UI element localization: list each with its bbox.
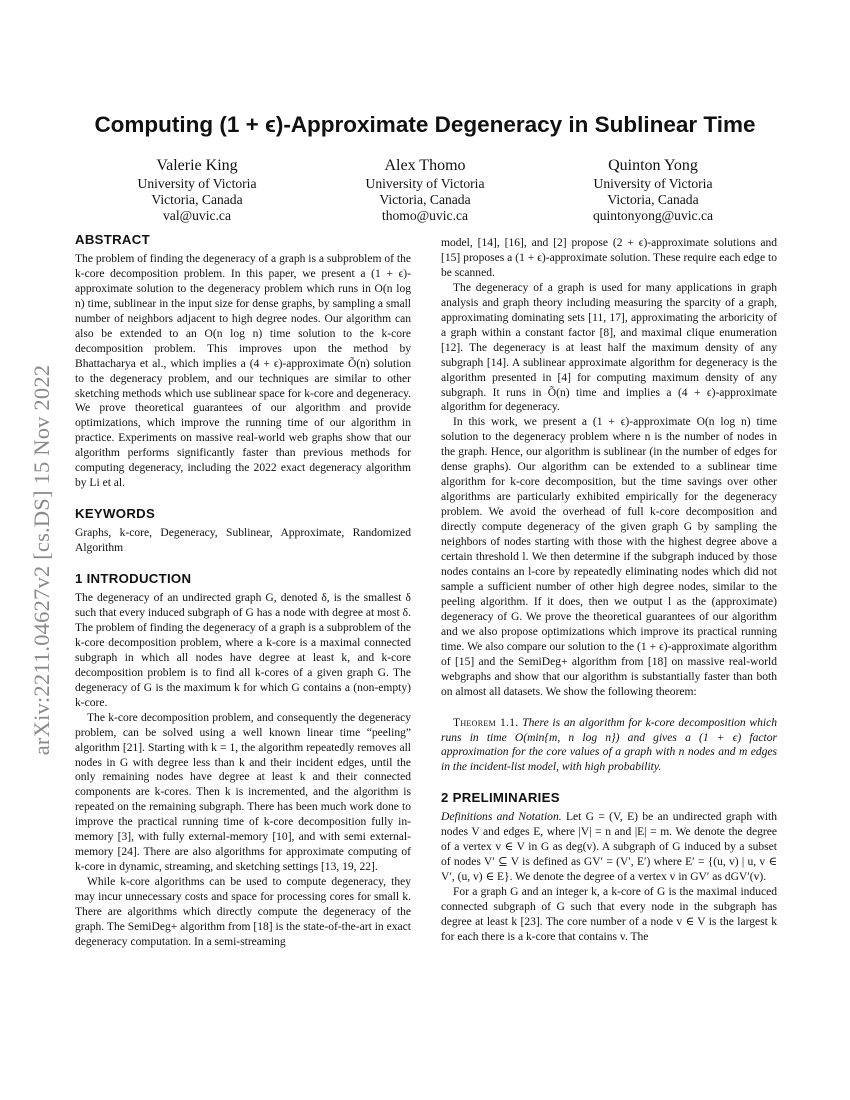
author-location: Victoria, Canada <box>379 192 471 208</box>
abstract-heading: ABSTRACT <box>75 232 150 247</box>
left-column <box>75 233 411 950</box>
paragraph: In this work, we present a (1 + ϵ)-approximate O(n log n) time solution to the degeneracy problem where n is the number of nodes in the graph. Hence, our algorithm is sublinear (in the number of edges for dense graphs). Our algorithm can be extended to a sublinear time algorithm for k-core decomposition, but the time savings over other algorithms are particularly exhibited empirically for the degeneracy problem. We avoid the overhead of full k-core decomposition and directly compute degeneracy of the given graph G by sampling the neighbors of nodes starting with those with the highest degree above a certain threshold l. We then determine if the subgraph induced by those nodes contains an l-core by repeatedly eliminating nodes which did not sample a sufficient number of other high degree nodes, similar to the peeling algorithm. If it does, then we output l as the (approximate) degeneracy of G. We prove the theoretical guarantees of our algorithm and we also propose optimizations which improve its practical running time. We also compare our solution to the (1 + ϵ)-approximate algorithm of [15] and the SemiDeg+ algorithm from [18] on massive real-world webgraphs and show that our algorithm is substantially faster than both on almost all datasets. We show the following theorem: <box>441 416 777 698</box>
theorem-block <box>441 700 777 792</box>
author-block <box>553 156 753 225</box>
author-affiliation: University of Victoria <box>593 176 713 191</box>
author-email[interactable]: quintonyong@uvic.ca <box>592 208 714 224</box>
author-block <box>325 156 525 225</box>
author-location: Victoria, Canada <box>151 192 243 208</box>
author-affiliation: University of Victoria <box>137 176 257 191</box>
definitions-run-in: Definitions and Notation. <box>441 811 562 824</box>
paragraph: For a graph G and an integer k, a k-core of G is the maximal induced connected subgraph of G such that every node in the subgraph has degree at least k [23]. The core number of a node v ∈ V is the largest k for each there is a k-core that contains v. The <box>441 886 777 943</box>
theorem-text: There is an algorithm for k-core decomposition which runs in time O(min{m, n log n}) and gives a (1 + ϵ) factor approximation for the core values of a graph with n nodes and m edges in the incident-list model, with high probability. <box>441 716 778 774</box>
right-column <box>441 236 777 945</box>
author-location: Victoria, Canada <box>607 192 699 208</box>
keywords-text: Graphs, k-core, Degeneracy, Sublinear, Approximate, Randomized Algorithm <box>75 527 411 555</box>
author-email[interactable]: thomo@uvic.ca <box>381 208 469 224</box>
paper-title: Computing (1 + ϵ)-Approximate Degeneracy in Sublinear Time <box>94 112 756 137</box>
paragraph: The degeneracy of an undirected graph G, denoted δ, is the smallest δ such that every induced subgraph of G has a node with degree at most δ. The problem of finding the degeneracy of a graph is a subproblem of the k-core decomposition problem, where a k-core is a maximal connected subgraph in which all nodes have degree at least k, and k-core decomposition problem is to find all k-cores of a given graph G. The degeneracy of G is the maximum k for which G contains a (non-empty) k-core. <box>75 592 411 709</box>
preliminaries-heading: 2 PRELIMINARIES <box>441 790 560 806</box>
arxiv-sidebar <box>22 300 62 820</box>
keywords-heading: KEYWORDS <box>75 506 156 522</box>
paragraph: The degeneracy of a graph is used for many applications in graph analysis and graph theory including measuring the sparcity of a graph, approximating dominating sets [11, 17], approximating the arboricity of a graph within a constant factor [8], and maximal clique enumeration [12]. The degeneracy is at least half the maximum density of any subgraph [14]. A sublinear approximate algorithm for degeneracy is the algorithm presented in [4] for computing maximum density of any subgraph. It runs in Õ(n) time and implies a (4 + ϵ)-approximate algorithm for degeneracy. <box>441 281 777 414</box>
paragraph: Let G = (V, E) be an undirected graph with nodes V and edges E, where |V| = n and |E| = m. We denote the degree of a vertex v ∈ V in G as deg(v). A subgraph of G induced by a subset of nodes V′ ⊆ V is defined as GV′ = (V′, E′) where E′ = {(u, v) | u, v ∈ V′, (u, v) ∈ E}. We denote the degree of a vertex v in GV′ as dGV′(v). <box>441 811 778 884</box>
author-email[interactable]: val@uvic.ca <box>163 208 231 224</box>
author-name: Valerie King <box>156 157 238 174</box>
abstract-text: The problem of finding the degeneracy of a graph is a subproblem of the k-core decomposition problem. In this paper, we present a (1 + ϵ)-approximate solution to the degeneracy problem which runs in O(n log n) time, sublinear in the input size for dense graphs, by sampling a small number of neighbors adjacent to high degree nodes. Our algorithm can also be extended to an O(n log n) time solution to the k-core decomposition problem. This improves upon the method by Bhattacharya et al., which implies a (4 + ϵ)-approximate Õ(n) solution to the degeneracy problem, and our techniques are similar to other sketching methods which use sublinear space for k-core and degeneracy. We prove theoretical guarantees of our algorithm and provide optimizations, which improve the running time of our algorithm in practice. Experiments on massive real-world web graphs show that our algorithm performs significantly faster than previous methods for computing degeneracy, including the 2022 exact degeneracy algorithm by Li et al. <box>75 252 411 490</box>
paragraph: The k-core decomposition problem, and consequently the degeneracy problem, can be solved using a well known linear time “peeling” algorithm [21]. Starting with k = 1, the algorithm repeatedly removes all nodes in G with degree less than k and their incident edges, until the only remaining nodes have degree at least k and their connected components are k-cores. Then k is incremented, and the algorithm is repeated on the remaining subgraph. There has been much work done to improve the practical running time of k-core decomposition fully in-memory [3], with fully external-memory [10], and with semi external-memory [24]. There are also algorithms for approximate computing of k-core in dynamic, streaming, and sketching settings [13, 19, 22]. <box>75 711 411 874</box>
paragraph: While k-core algorithms can be used to compute degeneracy, they may incur unnecessary costs and space for processing cores for small k. There are algorithms which directly compute the degeneracy of the graph. The SemiDeg+ algorithm from [18] is the state-of-the-art in exact degeneracy computation. In a semi-streaming <box>75 876 411 948</box>
paragraph: model, [14], [16], and [2] propose (2 + ϵ)-approximate solutions and [15] proposes a (1 + ϵ)-approximate solution. These require each edge to be scanned. <box>441 237 777 279</box>
arxiv-identifier: arXiv:2211.04627v2 [cs.DS] 15 Nov 2022 <box>29 364 54 756</box>
author-affiliation: University of Victoria <box>365 176 485 191</box>
theorem-label: Theorem 1.1. <box>453 716 519 729</box>
author-name: Quinton Yong <box>608 157 698 174</box>
author-block <box>97 156 297 225</box>
introduction-heading: 1 INTRODUCTION <box>75 571 192 587</box>
author-name: Alex Thomo <box>384 157 466 174</box>
